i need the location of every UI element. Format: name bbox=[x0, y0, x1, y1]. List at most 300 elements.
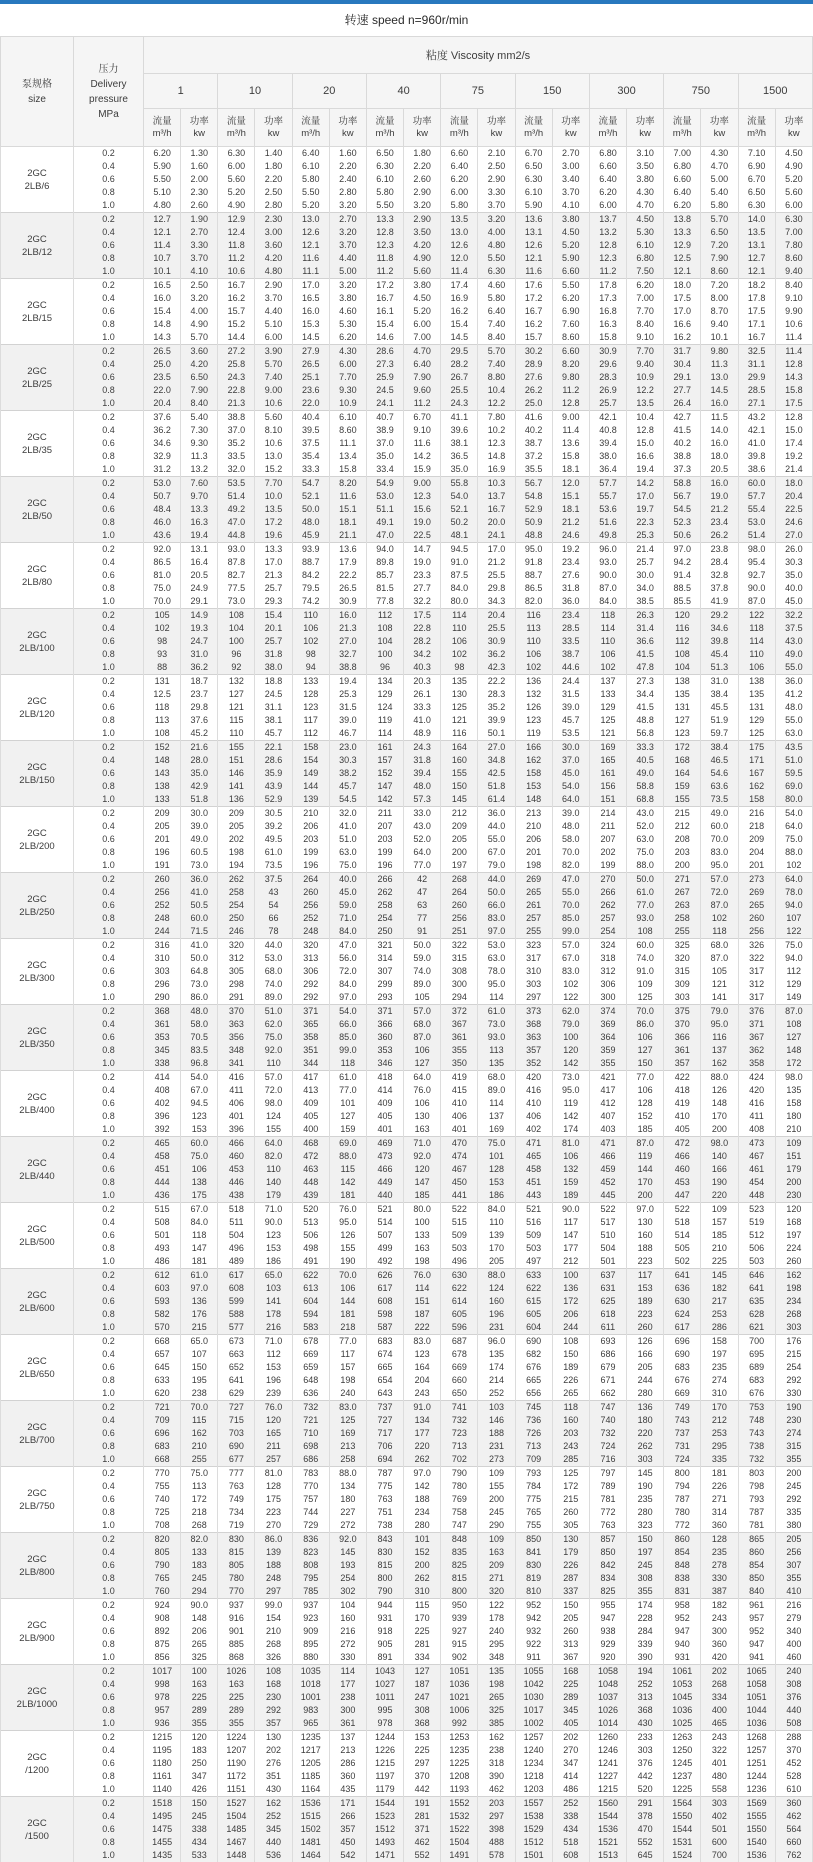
power-value-cell: 133 bbox=[181, 1546, 218, 1559]
power-value-cell: 4.10 bbox=[552, 199, 589, 213]
power-value-cell: 7.90 bbox=[404, 371, 441, 384]
power-value-cell: 91.0 bbox=[627, 965, 664, 978]
flow-value-cell: 6.40 bbox=[441, 160, 478, 173]
power-value-cell: 16.6 bbox=[627, 450, 664, 463]
pressure-cell: 0.4 bbox=[74, 424, 144, 437]
table-row bbox=[1, 147, 813, 161]
table-row bbox=[1, 1493, 813, 1506]
power-value-cell: 452 bbox=[775, 1757, 812, 1770]
pressure-cell: 0.8 bbox=[74, 780, 144, 793]
power-value-cell: 83.0 bbox=[404, 1335, 441, 1349]
flow-value-cell: 588 bbox=[218, 1308, 255, 1321]
flow-value-cell: 947 bbox=[664, 1625, 701, 1638]
flow-value-cell: 13.8 bbox=[664, 213, 701, 227]
power-value-cell: 23.8 bbox=[701, 543, 738, 557]
power-value-cell: 4.50 bbox=[404, 292, 441, 305]
flow-value-cell: 84.0 bbox=[441, 582, 478, 595]
power-value-cell: 210 bbox=[255, 1625, 292, 1638]
power-value-cell: 195 bbox=[181, 1374, 218, 1387]
power-value-cell: 274 bbox=[775, 1427, 812, 1440]
power-value-cell: 187 bbox=[404, 1308, 441, 1321]
flow-value-cell: 51.4 bbox=[738, 529, 775, 543]
flow-value-cell: 1536 bbox=[589, 1823, 626, 1836]
flow-value-cell: 16.0 bbox=[292, 305, 329, 318]
flow-value-cell: 1044 bbox=[738, 1704, 775, 1717]
flow-value-cell: 648 bbox=[292, 1374, 329, 1387]
table-row bbox=[1, 1335, 813, 1349]
power-value-cell: 34.3 bbox=[478, 595, 515, 609]
power-value-cell: 41.9 bbox=[701, 595, 738, 609]
power-value-cell: 76.0 bbox=[255, 1401, 292, 1415]
power-value-cell: 83.0 bbox=[701, 846, 738, 859]
flow-value-cell: 1544 bbox=[589, 1810, 626, 1823]
table-row bbox=[1, 1823, 813, 1836]
flow-value-cell: 25.0 bbox=[144, 358, 181, 371]
flow-value-cell: 659 bbox=[292, 1361, 329, 1374]
flow-value-cell: 459 bbox=[589, 1163, 626, 1176]
power-value-cell: 12.2 bbox=[627, 384, 664, 397]
power-value-cell: 2.60 bbox=[181, 199, 218, 213]
power-value-cell: 14.0 bbox=[701, 424, 738, 437]
flow-value-cell: 656 bbox=[515, 1387, 552, 1401]
power-value-cell: 6.90 bbox=[552, 305, 589, 318]
flow-value-cell: 1217 bbox=[292, 1744, 329, 1757]
pressure-cell: 0.4 bbox=[74, 1216, 144, 1229]
viscosity-value-150: 150 bbox=[515, 74, 589, 109]
flow-value-cell: 155 bbox=[664, 793, 701, 807]
power-value-cell: 105 bbox=[701, 965, 738, 978]
power-value-cell: 21.2 bbox=[701, 503, 738, 516]
flow-value-cell: 267 bbox=[664, 886, 701, 899]
flow-value-cell: 303 bbox=[664, 991, 701, 1005]
flow-value-cell: 409 bbox=[292, 1097, 329, 1110]
flow-value-cell: 25.9 bbox=[366, 371, 403, 384]
flow-value-cell: 372 bbox=[441, 1005, 478, 1019]
power-value-cell: 150 bbox=[552, 1599, 589, 1613]
flow-value-cell: 775 bbox=[366, 1480, 403, 1493]
power-value-cell: 89.0 bbox=[255, 991, 292, 1005]
flow-value-cell: 90.0 bbox=[738, 582, 775, 595]
flow-value-cell: 1161 bbox=[144, 1770, 181, 1783]
power-value-cell: 18.7 bbox=[181, 675, 218, 689]
power-value-cell: 8.60 bbox=[775, 252, 812, 265]
power-value-cell: 60.0 bbox=[627, 939, 664, 953]
flow-value-cell: 35.4 bbox=[292, 450, 329, 463]
power-value-cell: 8.40 bbox=[775, 279, 812, 293]
flow-value-cell: 936 bbox=[144, 1717, 181, 1731]
power-value-cell: 480 bbox=[701, 1770, 738, 1783]
flow-value-cell: 41.0 bbox=[738, 437, 775, 450]
power-value-cell: 12.0 bbox=[552, 477, 589, 491]
flow-value-cell: 1058 bbox=[589, 1665, 626, 1679]
flow-value-cell: 923 bbox=[292, 1612, 329, 1625]
flow-value-cell: 892 bbox=[144, 1625, 181, 1638]
flow-value-cell: 14.5 bbox=[441, 331, 478, 345]
flow-value-cell: 436 bbox=[144, 1189, 181, 1203]
flow-value-cell: 361 bbox=[144, 1018, 181, 1031]
flow-value-cell: 16.7 bbox=[515, 305, 552, 318]
power-value-cell: 174 bbox=[552, 1123, 589, 1137]
flow-value-cell: 805 bbox=[218, 1559, 255, 1572]
power-value-cell: 9.30 bbox=[181, 437, 218, 450]
flow-value-cell: 624 bbox=[664, 1308, 701, 1321]
power-value-cell: 3.20 bbox=[478, 213, 515, 227]
flow-value-cell: 29.1 bbox=[664, 371, 701, 384]
power-value-cell: 114 bbox=[478, 1097, 515, 1110]
flow-value-cell: 489 bbox=[218, 1255, 255, 1269]
flow-value-cell: 932 bbox=[515, 1625, 552, 1638]
flow-value-cell: 696 bbox=[144, 1427, 181, 1440]
table-row bbox=[1, 1110, 813, 1123]
power-value-cell: 123 bbox=[404, 1348, 441, 1361]
flow-value-cell: 790 bbox=[366, 1585, 403, 1599]
power-value-cell: 128 bbox=[478, 1163, 515, 1176]
power-value-cell: 130 bbox=[404, 1110, 441, 1123]
flow-value-cell: 447 bbox=[664, 1189, 701, 1203]
power-value-cell: 2.10 bbox=[478, 147, 515, 161]
power-value-cell: 34.0 bbox=[627, 582, 664, 595]
power-value-cell: 7.20 bbox=[701, 239, 738, 252]
power-value-cell: 300 bbox=[329, 1704, 366, 1717]
power-value-cell: 488 bbox=[478, 1836, 515, 1849]
flow-value-cell: 1195 bbox=[144, 1744, 181, 1757]
power-value-cell: 212 bbox=[701, 1414, 738, 1427]
flow-value-cell: 793 bbox=[738, 1493, 775, 1506]
power-value-cell: 5.30 bbox=[329, 318, 366, 331]
power-value-cell: 22.1 bbox=[255, 741, 292, 755]
table-row bbox=[1, 503, 813, 516]
pressure-cell: 0.2 bbox=[74, 1467, 144, 1481]
power-value-cell: 6.20 bbox=[329, 331, 366, 345]
flow-value-cell: 603 bbox=[144, 1282, 181, 1295]
power-value-cell: 31.8 bbox=[255, 648, 292, 661]
flow-value-cell: 744 bbox=[292, 1506, 329, 1519]
flow-value-cell: 215 bbox=[664, 807, 701, 821]
flow-value-cell: 102 bbox=[144, 622, 181, 635]
power-value-cell: 8.10 bbox=[255, 424, 292, 437]
power-value-cell: 205 bbox=[775, 1533, 812, 1547]
power-value-cell: 15.2 bbox=[255, 463, 292, 477]
flow-value-cell: 830 bbox=[515, 1559, 552, 1572]
table-row bbox=[1, 714, 813, 727]
power-value-cell: 39.8 bbox=[701, 635, 738, 648]
flow-value-cell: 74.2 bbox=[292, 595, 329, 609]
power-value-cell: 125 bbox=[329, 1414, 366, 1427]
table-row bbox=[1, 688, 813, 701]
flow-value-cell: 254 bbox=[366, 912, 403, 925]
flow-value-cell: 1448 bbox=[218, 1849, 255, 1862]
power-value-cell: 135 bbox=[775, 1084, 812, 1097]
power-value-cell: 120 bbox=[775, 1203, 812, 1217]
flow-value-cell: 56.7 bbox=[515, 477, 552, 491]
flow-value-cell: 54.0 bbox=[441, 490, 478, 503]
flow-value-cell: 1250 bbox=[664, 1744, 701, 1757]
flow-value-cell: 671 bbox=[589, 1374, 626, 1387]
power-value-cell: 291 bbox=[627, 1797, 664, 1811]
power-value-cell: 7.80 bbox=[775, 239, 812, 252]
power-value-cell: 1.90 bbox=[181, 213, 218, 227]
flow-value-cell: 6.90 bbox=[738, 160, 775, 173]
power-value-cell: 112 bbox=[775, 965, 812, 978]
flow-value-cell: 54.8 bbox=[515, 490, 552, 503]
power-value-cell: 175 bbox=[255, 1493, 292, 1506]
power-value-cell: 338 bbox=[181, 1823, 218, 1836]
power-value-cell: 286 bbox=[329, 1757, 366, 1770]
flow-value-cell: 135 bbox=[441, 675, 478, 689]
flow-value-cell: 401 bbox=[366, 1123, 403, 1137]
flow-value-cell: 947 bbox=[589, 1612, 626, 1625]
flow-value-cell: 300 bbox=[589, 991, 626, 1005]
power-value-cell: 390 bbox=[478, 1770, 515, 1783]
flow-value-cell: 12.1 bbox=[292, 239, 329, 252]
power-value-cell: 138 bbox=[181, 1176, 218, 1189]
power-value-cell: 205 bbox=[627, 1361, 664, 1374]
flow-value-cell: 633 bbox=[144, 1374, 181, 1387]
flow-value-cell: 1512 bbox=[515, 1836, 552, 1849]
power-value-cell: 68.0 bbox=[404, 1018, 441, 1031]
flow-value-cell: 13.6 bbox=[515, 213, 552, 227]
power-value-cell: 54.0 bbox=[329, 1005, 366, 1019]
flow-value-cell: 983 bbox=[292, 1704, 329, 1717]
power-value-cell: 36.0 bbox=[181, 873, 218, 887]
power-value-cell: 224 bbox=[775, 1242, 812, 1255]
flow-value-cell: 636 bbox=[664, 1282, 701, 1295]
flow-value-cell: 696 bbox=[664, 1335, 701, 1349]
flow-value-cell: 669 bbox=[292, 1348, 329, 1361]
flow-value-cell: 5.60 bbox=[218, 173, 255, 186]
flow-value-cell: 155 bbox=[441, 767, 478, 780]
flow-value-cell: 1527 bbox=[218, 1797, 255, 1811]
flow-value-cell: 662 bbox=[589, 1387, 626, 1401]
power-value-cell: 24.1 bbox=[478, 529, 515, 543]
power-value-cell: 5.20 bbox=[552, 239, 589, 252]
flow-value-cell: 164 bbox=[441, 741, 478, 755]
power-value-cell: 9.60 bbox=[404, 384, 441, 397]
flow-value-cell: 52.3 bbox=[664, 516, 701, 529]
power-value-cell: 4.50 bbox=[627, 213, 664, 227]
flow-value-cell: 225 bbox=[218, 1691, 255, 1704]
flow-value-cell: 438 bbox=[218, 1189, 255, 1203]
power-value-cell: 245 bbox=[181, 1810, 218, 1823]
power-value-cell: 378 bbox=[627, 1810, 664, 1823]
flow-value-cell: 645 bbox=[144, 1361, 181, 1374]
flow-value-cell: 11.1 bbox=[292, 265, 329, 279]
power-value-cell: 435 bbox=[329, 1783, 366, 1797]
power-value-cell: 501 bbox=[701, 1823, 738, 1836]
table-row bbox=[1, 213, 813, 227]
power-value-cell: 9.70 bbox=[181, 490, 218, 503]
flow-value-cell: 50.2 bbox=[441, 516, 478, 529]
flow-value-cell: 486 bbox=[144, 1255, 181, 1269]
flow-value-cell: 850 bbox=[738, 1572, 775, 1585]
flow-value-cell: 261 bbox=[515, 899, 552, 912]
power-value-cell: 74.0 bbox=[255, 978, 292, 991]
flow-value-cell: 895 bbox=[292, 1638, 329, 1651]
power-value-cell: 177 bbox=[329, 1678, 366, 1691]
power-value-cell: 31.0 bbox=[701, 675, 738, 689]
flow-value-cell: 146 bbox=[218, 767, 255, 780]
power-value-cell: 10.1 bbox=[701, 331, 738, 345]
power-value-cell: 420 bbox=[701, 1651, 738, 1665]
power-value-cell: 330 bbox=[775, 1387, 812, 1401]
flow-value-cell: 124 bbox=[366, 701, 403, 714]
flow-value-cell: 709 bbox=[144, 1414, 181, 1427]
flow-value-cell: 210 bbox=[292, 807, 329, 821]
flow-value-cell: 351 bbox=[292, 1044, 329, 1057]
flow-value-cell: 113 bbox=[515, 622, 552, 635]
flow-value-cell: 957 bbox=[144, 1704, 181, 1717]
table-row bbox=[1, 160, 813, 173]
power-value-cell: 108 bbox=[627, 925, 664, 939]
power-value-cell: 75.0 bbox=[329, 859, 366, 873]
flow-value-cell: 950 bbox=[441, 1599, 478, 1613]
flow-value-cell: 16.2 bbox=[515, 318, 552, 331]
power-value-cell: 370 bbox=[404, 1770, 441, 1783]
flow-value-cell: 114 bbox=[738, 635, 775, 648]
flow-value-cell: 12.9 bbox=[664, 239, 701, 252]
power-value-cell: 101 bbox=[329, 1097, 366, 1110]
table-row bbox=[1, 925, 813, 939]
power-value-cell: 7.90 bbox=[181, 384, 218, 397]
power-value-cell: 58.0 bbox=[181, 1018, 218, 1031]
flow-value-cell: 471 bbox=[515, 1137, 552, 1151]
flow-value-cell: 506 bbox=[738, 1242, 775, 1255]
pressure-cell: 0.6 bbox=[74, 1163, 144, 1176]
power-value-cell: 231 bbox=[478, 1321, 515, 1335]
flow-value-cell: 112 bbox=[366, 609, 403, 623]
power-value-cell: 4.50 bbox=[552, 226, 589, 239]
power-value-cell: 52.0 bbox=[627, 820, 664, 833]
pressure-cell: 0.8 bbox=[74, 714, 144, 727]
flow-value-cell: 5.80 bbox=[292, 173, 329, 186]
flow-value-cell: 823 bbox=[292, 1546, 329, 1559]
pressure-cell: 1.0 bbox=[74, 529, 144, 543]
power-value-cell: 158 bbox=[701, 1335, 738, 1349]
power-value-cell: 181 bbox=[329, 1189, 366, 1203]
power-value-cell: 239 bbox=[255, 1387, 292, 1401]
flow-column-header: 流量 m³/h bbox=[292, 109, 329, 147]
flow-value-cell: 38.9 bbox=[366, 424, 403, 437]
flow-value-cell: 30.4 bbox=[664, 358, 701, 371]
flow-value-cell: 265 bbox=[738, 899, 775, 912]
power-value-cell: 61.0 bbox=[478, 1005, 515, 1019]
flow-value-cell: 1055 bbox=[515, 1665, 552, 1679]
power-value-cell: 8.60 bbox=[329, 424, 366, 437]
flow-value-cell: 37.3 bbox=[664, 463, 701, 477]
flow-column-header: 流量 m³/h bbox=[218, 109, 255, 147]
power-value-cell: 170 bbox=[627, 1176, 664, 1189]
power-value-cell: 189 bbox=[552, 1189, 589, 1203]
pressure-cell: 0.4 bbox=[74, 1414, 144, 1427]
power-value-cell: 13.5 bbox=[255, 503, 292, 516]
pump-size-cell: 2GC 2LB/800 bbox=[1, 1533, 74, 1599]
flow-value-cell: 317 bbox=[515, 952, 552, 965]
flow-value-cell: 26.5 bbox=[144, 345, 181, 359]
flow-value-cell: 27.1 bbox=[738, 397, 775, 411]
flow-value-cell: 246 bbox=[218, 925, 255, 939]
power-value-cell: 252 bbox=[552, 1797, 589, 1811]
flow-value-cell: 303 bbox=[515, 978, 552, 991]
power-value-cell: 110 bbox=[478, 1216, 515, 1229]
power-value-cell: 9.40 bbox=[775, 265, 812, 279]
flow-value-cell: 694 bbox=[366, 1453, 403, 1467]
pressure-cell: 0.2 bbox=[74, 1005, 144, 1019]
flow-value-cell: 138 bbox=[738, 675, 775, 689]
power-value-cell: 10.6 bbox=[775, 318, 812, 331]
pressure-cell: 0.6 bbox=[74, 1229, 144, 1242]
table-row bbox=[1, 1744, 813, 1757]
flow-value-cell: 410 bbox=[515, 1097, 552, 1110]
flow-value-cell: 1504 bbox=[441, 1836, 478, 1849]
flow-value-cell: 315 bbox=[664, 965, 701, 978]
power-value-cell: 61.0 bbox=[329, 1071, 366, 1085]
flow-value-cell: 472 bbox=[664, 1137, 701, 1151]
power-value-cell: 89.0 bbox=[478, 1084, 515, 1097]
power-value-cell: 48.9 bbox=[404, 727, 441, 741]
flow-value-cell: 350 bbox=[441, 1057, 478, 1071]
flow-value-cell: 31.7 bbox=[664, 345, 701, 359]
power-value-cell: 75.0 bbox=[775, 833, 812, 846]
power-value-cell: 245 bbox=[181, 1572, 218, 1585]
power-value-cell: 289 bbox=[552, 1691, 589, 1704]
flow-value-cell: 49.2 bbox=[218, 503, 255, 516]
table-row bbox=[1, 859, 813, 873]
flow-column-header: 流量 m³/h bbox=[144, 109, 181, 147]
flow-value-cell: 652 bbox=[218, 1361, 255, 1374]
flow-value-cell: 94.2 bbox=[664, 556, 701, 569]
flow-value-cell: 1179 bbox=[366, 1783, 403, 1797]
power-value-cell: 292 bbox=[255, 1704, 292, 1717]
power-value-cell: 13.4 bbox=[329, 450, 366, 463]
power-value-cell: 55.0 bbox=[775, 661, 812, 675]
flow-value-cell: 5.50 bbox=[144, 173, 181, 186]
power-value-cell: 64.0 bbox=[404, 1071, 441, 1085]
power-value-cell: 5.40 bbox=[701, 186, 738, 199]
power-value-cell: 4.30 bbox=[701, 147, 738, 161]
power-value-cell: 67.0 bbox=[181, 1084, 218, 1097]
flow-value-cell: 1244 bbox=[738, 1770, 775, 1783]
flow-value-cell: 507 bbox=[366, 1229, 403, 1242]
power-value-cell: 13.6 bbox=[552, 437, 589, 450]
power-value-cell: 4.70 bbox=[404, 345, 441, 359]
power-value-cell: 155 bbox=[255, 1123, 292, 1137]
power-value-cell: 44.0 bbox=[478, 873, 515, 887]
power-value-cell: 172 bbox=[552, 1480, 589, 1493]
power-value-cell: 440 bbox=[255, 1836, 292, 1849]
flow-value-cell: 758 bbox=[441, 1506, 478, 1519]
flow-value-cell: 6.40 bbox=[664, 186, 701, 199]
power-value-cell: 130 bbox=[627, 1216, 664, 1229]
flow-value-cell: 27.7 bbox=[664, 384, 701, 397]
flow-value-cell: 411 bbox=[738, 1110, 775, 1123]
flow-value-cell: 28.6 bbox=[366, 345, 403, 359]
power-value-cell: 95.0 bbox=[552, 1084, 589, 1097]
power-value-cell: 7.00 bbox=[627, 292, 664, 305]
flow-value-cell: 244 bbox=[144, 925, 181, 939]
flow-value-cell: 12.5 bbox=[664, 252, 701, 265]
power-value-cell: 106 bbox=[404, 1097, 441, 1110]
power-value-cell: 73.0 bbox=[552, 1071, 589, 1085]
flow-value-cell: 1435 bbox=[144, 1849, 181, 1862]
flow-value-cell: 199 bbox=[292, 846, 329, 859]
flow-value-cell: 158 bbox=[738, 793, 775, 807]
power-value-cell: 78.0 bbox=[478, 965, 515, 978]
power-value-cell: 10.4 bbox=[478, 384, 515, 397]
table-row bbox=[1, 622, 813, 635]
flow-value-cell: 676 bbox=[738, 1387, 775, 1401]
power-value-cell: 3.50 bbox=[404, 226, 441, 239]
power-value-cell: 178 bbox=[478, 1612, 515, 1625]
